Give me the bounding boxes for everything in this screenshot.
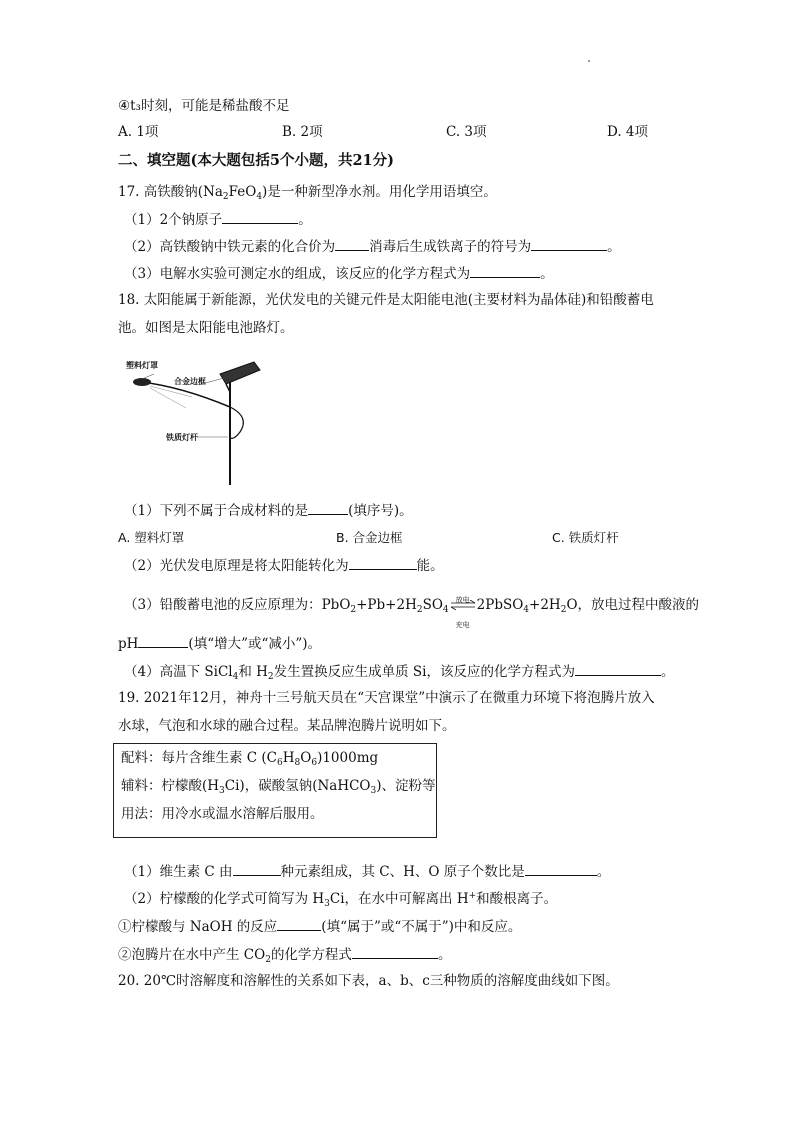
q19-part2: （2）柠檬酸的化学式可简写为 $H_3Ci$，在水中可解离出 H+和酸根离子。	[124, 891, 558, 909]
answer-blank[interactable]	[335, 236, 369, 251]
answer-blank[interactable]	[531, 236, 607, 251]
solar-street-light-figure	[122, 352, 262, 487]
q17-part1: （1）2个钠原子 。	[124, 209, 312, 230]
q19-stem-line2: 水球，气泡和水球的融合过程。某品牌泡腾片说明如下。	[118, 718, 456, 734]
effervescent-tablet-info-box	[113, 743, 437, 838]
answer-blank[interactable]	[352, 944, 438, 959]
q19-part1: （1）维生素 C 由 种元素组成，其 C、H、O 原子个数比是 。	[124, 861, 610, 882]
answer-blank[interactable]	[349, 555, 417, 570]
street-light-drawing	[122, 352, 262, 487]
q17-part3: （3）电解水实验可测定水的组成，该反应的化学方程式为 。	[124, 263, 554, 284]
answer-blank[interactable]	[222, 209, 298, 224]
q18-stem-line1: 18. 太阳能属于新能源，光伏发电的关键元件是太阳能电池(主要材料为晶体硅)和铅酸蓄电	[118, 292, 654, 308]
q17-part2: （2）高铁酸钠中铁元素的化合价为 消毒后生成铁离子的符号为 。	[124, 236, 621, 257]
reversible-arrow-icon: 放电 充电	[450, 599, 476, 613]
q18-part1: （1）下列不属于合成材料的是 (填序号)。	[124, 500, 413, 521]
answer-blank[interactable]	[138, 633, 188, 648]
box-ingredients: 配料：每片含维生素 C $(C_6H_8O_6)1000mg$	[121, 750, 379, 768]
answer-blank[interactable]	[277, 916, 321, 931]
q18-option-c: C. 铁质灯杆	[552, 530, 619, 545]
q18-option-a: A. 塑料灯罩	[118, 530, 185, 545]
figure-label-lamp-cover: 塑料灯罩	[126, 361, 158, 370]
q19-part2-2: ②泡腾片在水中产生 $CO_2$的化学方程式 。	[118, 944, 451, 965]
box-excipients: 辅料：柠檬酸$(H_3Ci)$，碳酸氢钠(NaHCO$_3$)、淀粉等	[121, 778, 436, 796]
answer-blank[interactable]	[525, 861, 597, 876]
q19-stem-line1: 19. 2021年12月，神舟十三号航天员在“天宫课堂”中演示了在微重力环境下将泡腾片放入	[118, 690, 655, 706]
q18-part3: （3）铅酸蓄电池的反应原理为：$PbO_2+Pb+2H_2SO_4$ 放电 充电 $2PbSO_4+2H_2O$，放电过程中酸液的	[124, 595, 700, 629]
answer-blank[interactable]	[470, 263, 540, 278]
q17-stem: 17. 高铁酸钠$(Na_2FeO_4)$是一种新型净水剂。用化学用语填空。	[118, 184, 497, 202]
q16-option-d: D. 4项	[607, 124, 649, 140]
q19-part2-1: ①柠檬酸与 NaOH 的反应 (填“属于”或“不属于”)中和反应。	[118, 916, 521, 937]
figure-label-alloy-frame: 合金边框	[174, 377, 206, 386]
q18-option-b: B. 合金边框	[336, 530, 403, 545]
answer-blank[interactable]	[233, 861, 281, 876]
answer-blank[interactable]	[575, 661, 661, 676]
q16-option-c: C. 3项	[446, 124, 487, 140]
q16-option-a: A. 1项	[118, 124, 159, 140]
scan-dot	[588, 60, 590, 62]
q16-item4: ④t₃时刻，可能是稀盐酸不足	[118, 98, 290, 114]
q18-stem-line2: 池。如图是太阳能电池路灯。	[118, 320, 294, 336]
q16-option-b: B. 2项	[282, 124, 323, 140]
q18-part2: （2）光伏发电原理是将太阳能转化为 能。	[124, 555, 444, 576]
figure-label-iron-pole: 铁质灯杆	[166, 433, 198, 442]
q18-part4: （4）高温下 SiCl$_4$和 $H_2$发生置换反应生成单质 Si，该反应的化学方程式为 。	[124, 661, 675, 682]
section-title: 二、填空题(本大题包括5个小题，共21分)	[118, 152, 394, 169]
answer-blank[interactable]	[308, 500, 348, 515]
box-usage: 用法：用冷水或温水溶解后服用。	[121, 806, 324, 822]
q18-part3-line2: pH (填“增大”或“减小”)。	[118, 633, 321, 654]
q20-stem: 20. 20℃时溶解度和溶解性的关系如下表，a、b、c三种物质的溶解度曲线如下图。	[118, 973, 619, 989]
